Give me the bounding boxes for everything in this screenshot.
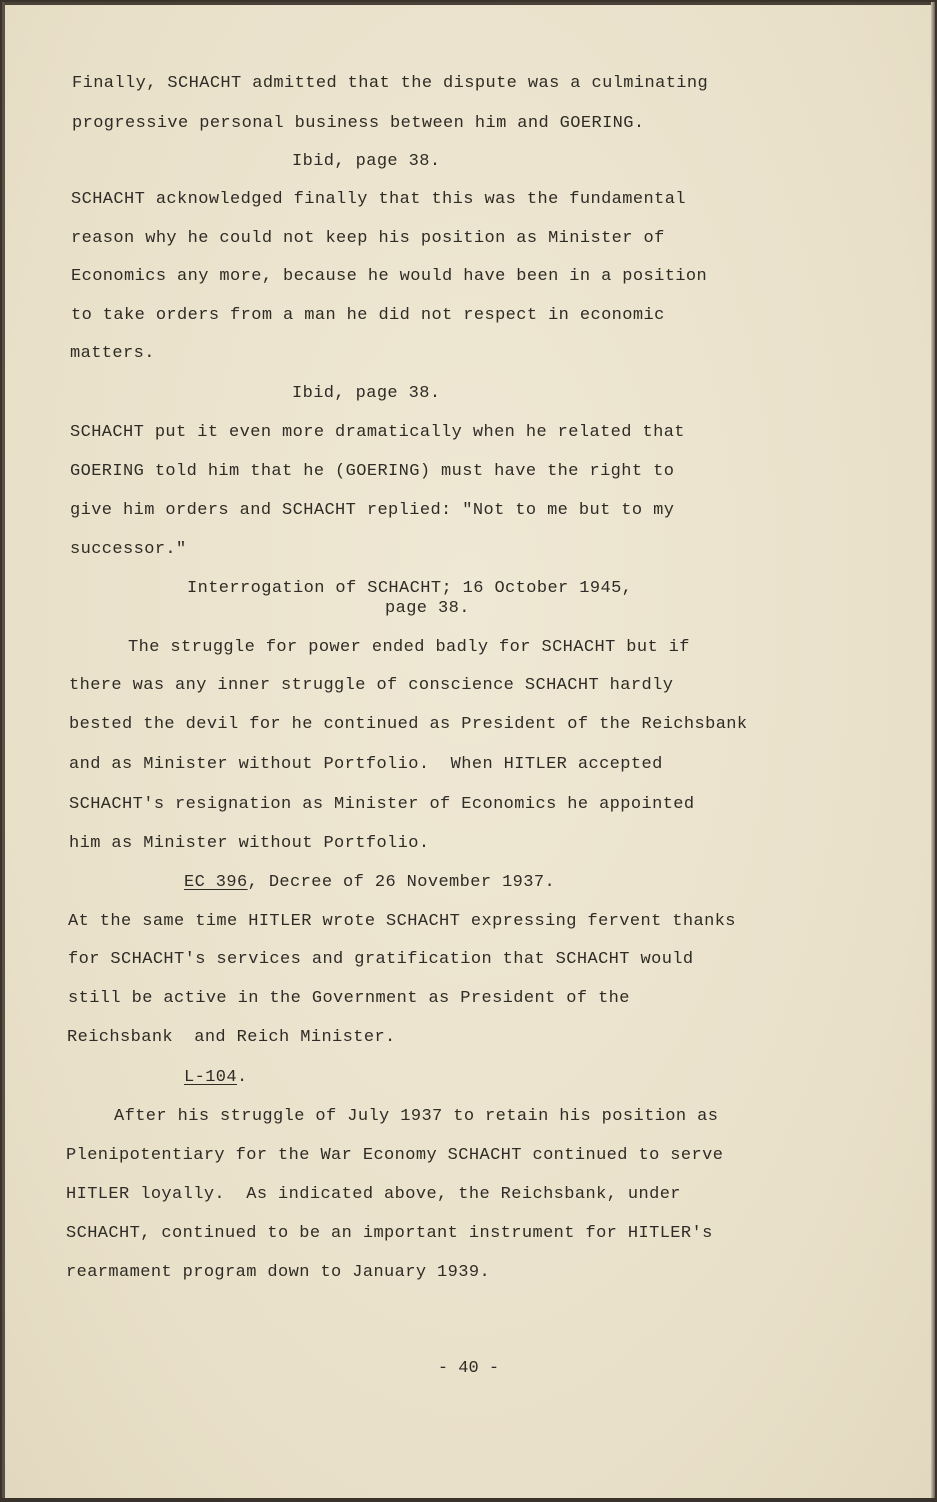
citation: Interrogation of SCHACHT; 16 October 1945, — [187, 579, 633, 598]
text-line: SCHACHT put it even more dramatically when he related that — [70, 423, 685, 442]
text-line: The struggle for power ended badly for SCHACHT but if — [128, 638, 690, 657]
text-line: SCHACHT acknowledged finally that this was the fundamental — [71, 190, 686, 209]
text-line: reason why he could not keep his position as Minister of — [71, 229, 665, 248]
text-line: At the same time HITLER wrote SCHACHT expressing fervent thanks — [68, 912, 736, 931]
text-line: GOERING told him that he (GOERING) must have the right to — [70, 462, 675, 481]
citation-text: . — [237, 1068, 248, 1087]
document-page — [2, 2, 935, 1498]
text-line: and as Minister without Portfolio. When HITLER accepted — [69, 755, 663, 774]
text-line: Finally, SCHACHT admitted that the dispute was a culminating — [72, 74, 709, 93]
citation: Ibid, page 38. — [292, 152, 441, 171]
text-line: rearmament program down to January 1939. — [66, 1263, 491, 1282]
citation — [184, 873, 555, 893]
text-line: After his struggle of July 1937 to retain his position as — [114, 1107, 719, 1126]
citation: Ibid, page 38. — [292, 384, 441, 403]
text-line: for SCHACHT's services and gratification that SCHACHT would — [68, 950, 694, 969]
text-line: Plenipotentiary for the War Economy SCHACHT continued to serve — [66, 1146, 724, 1165]
exhibit-reference: L-104 — [184, 1068, 238, 1087]
text-line: give him orders and SCHACHT replied: "Not to me but to my — [70, 501, 675, 520]
text-line: Economics any more, because he would have been in a position — [71, 267, 708, 286]
citation — [184, 1068, 248, 1088]
page-number: - 40 - — [437, 1359, 500, 1378]
text-line: matters. — [70, 344, 155, 363]
page-edge-right — [931, 2, 935, 1498]
text-line: Reichsbank and Reich Minister. — [67, 1028, 396, 1047]
text-line: progressive personal business between him and GOERING. — [72, 114, 645, 133]
text-line: bested the devil for he continued as President of the Reichsbank — [69, 715, 748, 734]
text-line: successor." — [70, 540, 187, 559]
text-line: SCHACHT, continued to be an important instrument for HITLER's — [66, 1224, 713, 1243]
page-edge-left — [2, 2, 5, 1498]
text-line: him as Minister without Portfolio. — [69, 834, 430, 853]
text-line: HITLER loyally. As indicated above, the Reichsbank, under — [66, 1185, 681, 1204]
text-line: to take orders from a man he did not respect in economic — [71, 306, 665, 325]
text-line: SCHACHT's resignation as Minister of Economics he appointed — [69, 795, 695, 814]
citation-text: , Decree of 26 November 1937. — [247, 873, 556, 892]
text-line: there was any inner struggle of conscience SCHACHT hardly — [69, 676, 674, 695]
citation: page 38. — [385, 599, 470, 618]
exhibit-reference: EC 396 — [184, 873, 248, 892]
page-edge-top — [2, 2, 935, 5]
text-line: still be active in the Government as President of the — [68, 989, 630, 1008]
